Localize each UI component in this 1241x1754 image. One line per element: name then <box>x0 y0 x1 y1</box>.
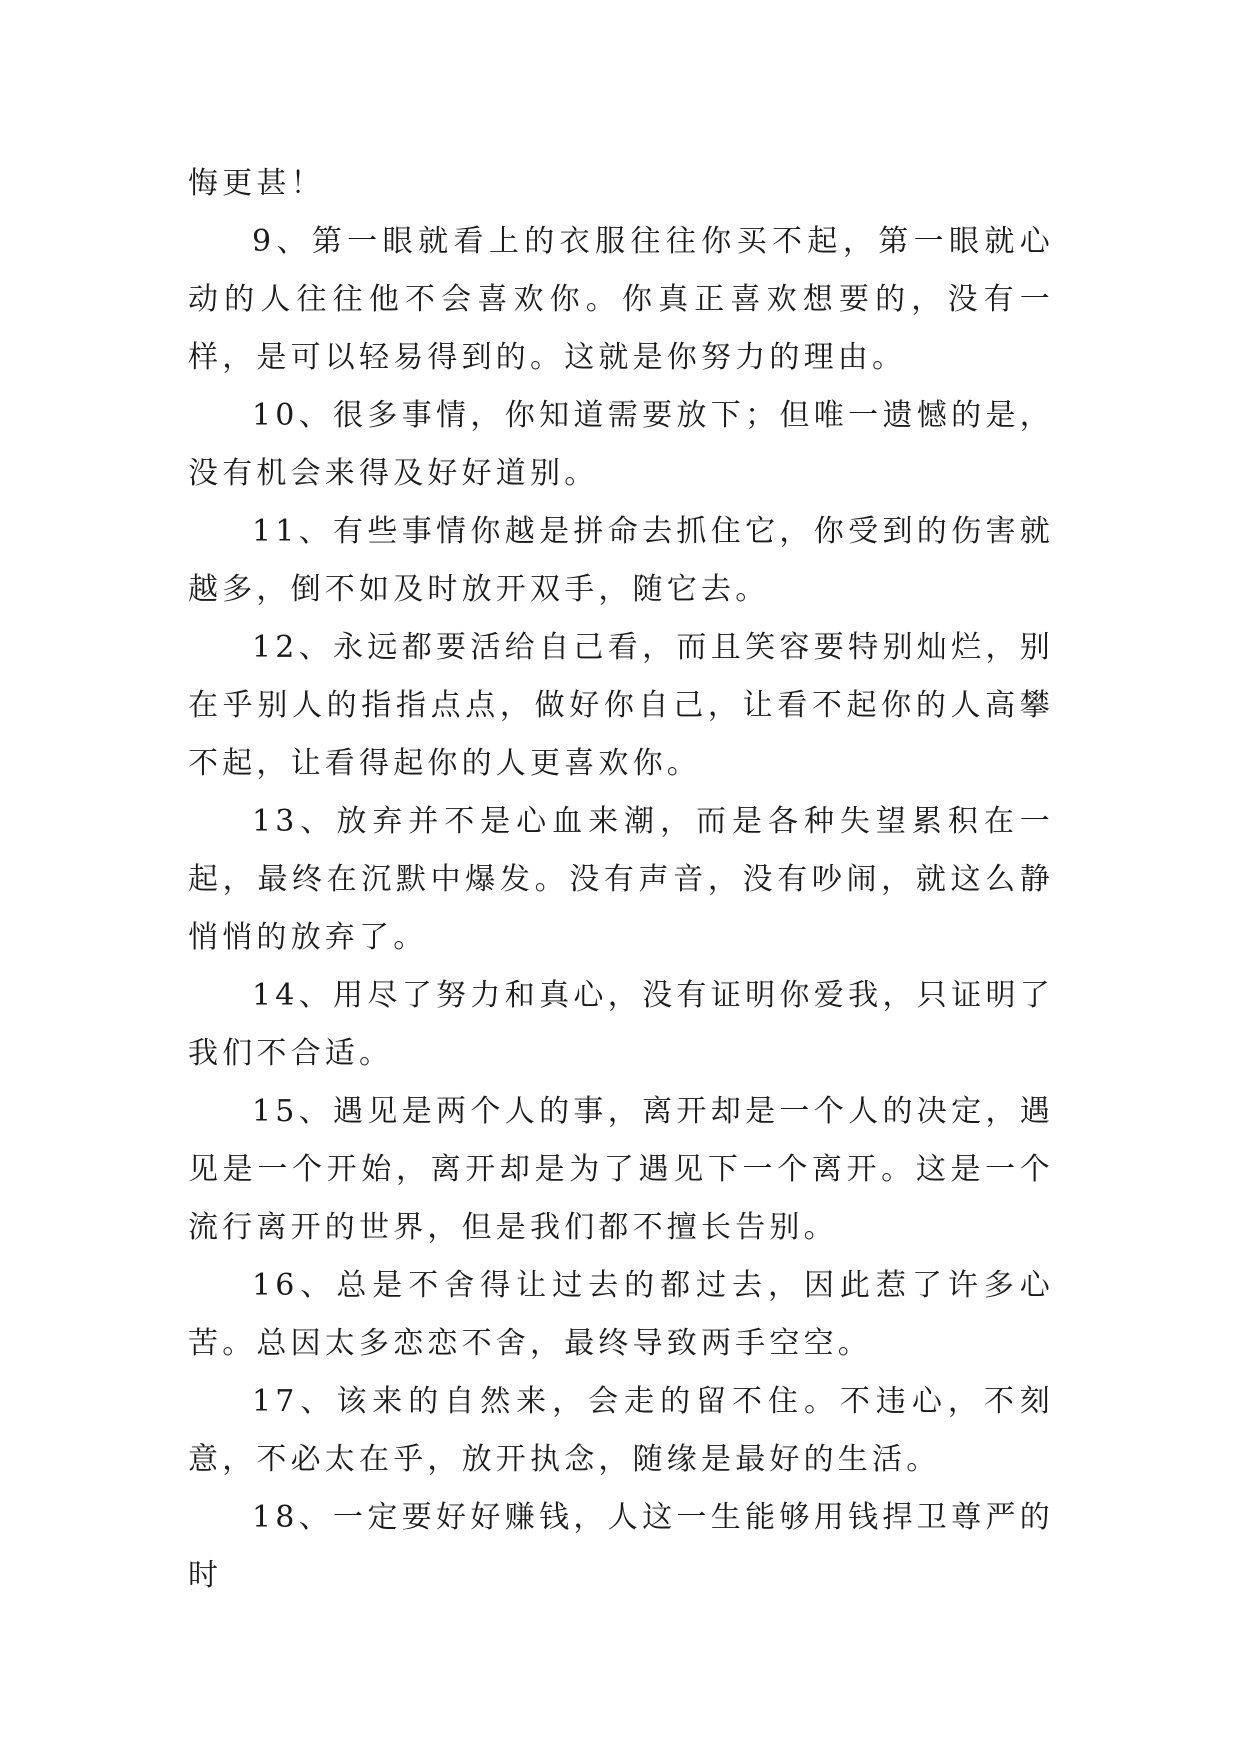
paragraph-item-13: 13、放弃并不是心血来潮，而是各种失望累积在一起，最终在沉默中爆发。没有声音，没有吵闹，就这么静悄悄的放弃了。 <box>188 804 1054 955</box>
paragraph-item-10: 10、很多事情，你知道需要放下；但唯一遗憾的是，没有机会来得及好好道别。 <box>188 398 1054 491</box>
document-body <box>188 155 1054 1605</box>
paragraph-item-16: 16、总是不舍得让过去的都过去，因此惹了许多心苦。总因太多恋恋不舍，最终导致两手空空。 <box>188 1268 1054 1361</box>
paragraph-item-11: 11、有些事情你越是拼命去抓住它，你受到的伤害就越多，倒不如及时放开双手，随它去。 <box>188 514 1054 607</box>
paragraph-item-15: 15、遇见是两个人的事，离开却是一个人的决定，遇见是一个开始，离开却是为了遇见下一个离开。这是一个流行离开的世界，但是我们都不擅长告别。 <box>188 1094 1054 1245</box>
paragraph-item-17: 17、该来的自然来，会走的留不住。不违心，不刻意，不必太在乎，放开执念，随缘是最好的生活。 <box>188 1384 1054 1477</box>
paragraph-item-14: 14、用尽了努力和真心，没有证明你爱我，只证明了我们不合适。 <box>188 978 1054 1071</box>
paragraph-item-12: 12、永远都要活给自己看，而且笑容要特别灿烂，别在乎别人的指指点点，做好你自己，让看不起你的人高攀不起，让看得起你的人更喜欢你。 <box>188 630 1054 781</box>
paragraph-continuation: 悔更甚！ <box>188 166 325 201</box>
paragraph-item-9: 9、第一眼就看上的衣服往往你买不起，第一眼就心动的人往往他不会喜欢你。你真正喜欢想要的，没有一样，是可以轻易得到的。这就是你努力的理由。 <box>188 224 1054 375</box>
paragraph-item-18: 18、一定要好好赚钱，人这一生能够用钱捍卫尊严的时 <box>188 1500 1054 1593</box>
